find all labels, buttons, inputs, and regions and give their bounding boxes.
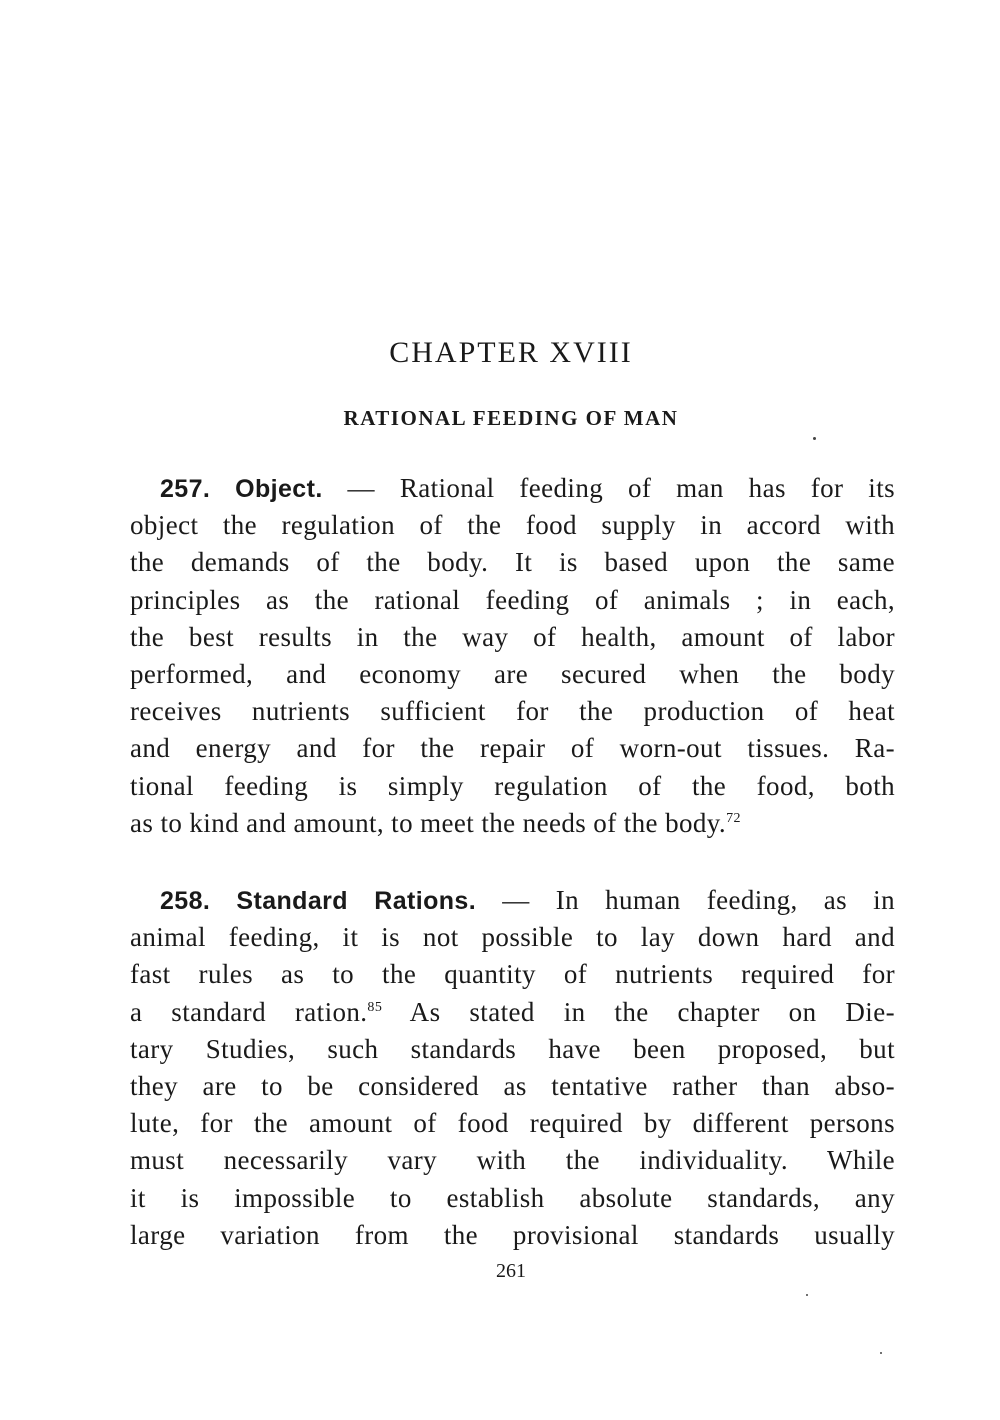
text-line: it is impossible to establish absolute standards, any bbox=[130, 1182, 895, 1213]
page-number: 261 bbox=[496, 1260, 526, 1282]
paragraph-number: 258. bbox=[160, 887, 211, 915]
text-line: receives nutrients sufficient for the production of heat bbox=[130, 696, 895, 727]
text-line: they are to be considered as tentative rather than abso- bbox=[130, 1070, 895, 1101]
footnote-reference: 85 bbox=[367, 999, 383, 1015]
ink-speck bbox=[806, 1294, 808, 1296]
paragraph-number: 257. bbox=[160, 475, 211, 503]
paragraph-257 bbox=[130, 470, 895, 842]
text-line: principles as the rational feeding of animals ; in each, bbox=[130, 584, 895, 615]
text-line: large variation from the provisional standards usually bbox=[130, 1219, 895, 1250]
text-line: object the regulation of the food supply in accord with bbox=[130, 510, 895, 541]
paragraph-258 bbox=[130, 882, 895, 1254]
text-line: performed, and economy are secured when the body bbox=[130, 658, 895, 689]
line-text: as to kind and amount, to meet the needs of the body. bbox=[130, 807, 727, 838]
text-line bbox=[130, 882, 895, 919]
text-line: tional feeding is simply regulation of the food, both bbox=[130, 770, 895, 801]
text-line: fast rules as to the quantity of nutrients required for bbox=[130, 959, 895, 990]
line-text: — In human feeding, as in bbox=[476, 885, 895, 915]
chapter-title: RATIONAL FEEDING OF MAN bbox=[343, 406, 679, 430]
paragraph-title: Object. bbox=[235, 475, 323, 503]
text-line bbox=[130, 470, 895, 507]
paragraph-title: Standard Rations. bbox=[236, 887, 477, 915]
text-line: the best results in the way of health, amount of labor bbox=[130, 621, 895, 652]
text-line: tary Studies, such standards have been proposed, but bbox=[130, 1033, 895, 1064]
line-text: a standard ration. bbox=[130, 996, 368, 1027]
text-line: animal feeding, it is not possible to lay down hard and bbox=[130, 922, 895, 953]
chapter-heading: CHAPTER XVIII bbox=[389, 336, 633, 369]
ink-speck bbox=[813, 437, 816, 440]
footnote-reference: 72 bbox=[726, 810, 741, 826]
text-line: lute, for the amount of food required by different persons bbox=[130, 1108, 895, 1139]
text-line: must necessarily vary with the individuality. While bbox=[130, 1145, 895, 1176]
line-text: As stated in the chapter on Die- bbox=[382, 996, 895, 1027]
line-text: — Rational feeding of man has for its bbox=[322, 473, 895, 503]
text-line bbox=[130, 805, 895, 842]
text-line: the demands of the body. It is based upon the same bbox=[130, 547, 895, 578]
ink-speck bbox=[880, 1352, 882, 1354]
text-line bbox=[130, 994, 895, 1031]
text-line: and energy and for the repair of worn-out tissues. Ra- bbox=[130, 733, 895, 764]
